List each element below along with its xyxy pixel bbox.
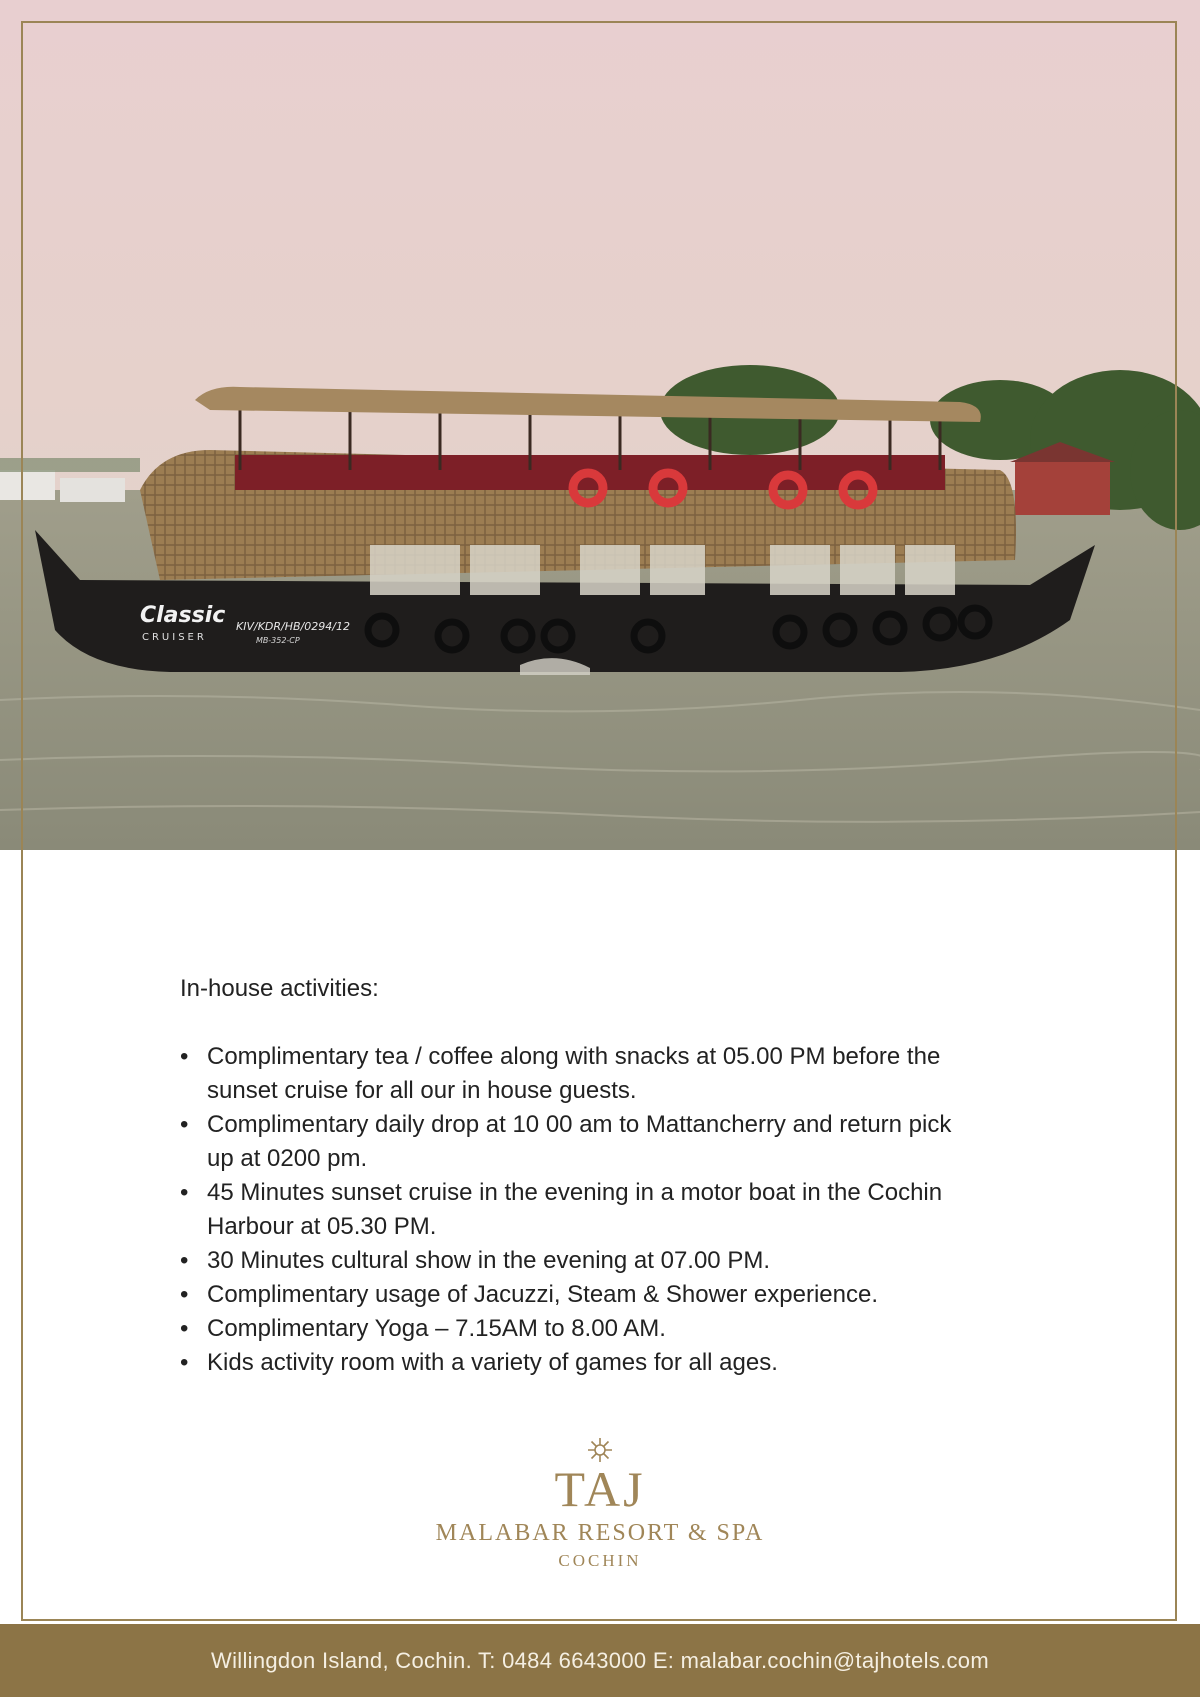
contact-footer — [0, 1624, 1200, 1697]
footer-contact-text: Willingdon Island, Cochin. T: 0484 6643000 E: malabar.cochin@tajhotels.com — [211, 1648, 989, 1673]
activity-text-cont: sunset cruise for all our in house guests. — [207, 1077, 637, 1104]
activity-text: Kids activity room with a variety of games for all ages. — [207, 1349, 778, 1376]
activity-text: Complimentary tea / coffee along with snacks at 05.00 PM before the — [207, 1043, 941, 1070]
activity-text-cont: up at 0200 pm. — [207, 1145, 368, 1172]
hull-code-text: MB-352-CP — [256, 636, 300, 645]
logo-city: COCHIN — [558, 1551, 642, 1570]
activity-item — [180, 1244, 1060, 1278]
activity-text: 45 Minutes sunset cruise in the evening in a motor boat in the Cochin — [207, 1179, 943, 1206]
logo-resort-name: MALABAR RESORT & SPA — [435, 1520, 765, 1546]
activities-section — [180, 972, 1060, 1380]
activities-list — [180, 1040, 1060, 1380]
taj-logo — [0, 1436, 1200, 1574]
activity-item — [180, 1108, 1060, 1176]
logo-brand: TAJ — [554, 1461, 646, 1517]
taj-emblem-icon — [586, 1436, 614, 1464]
activity-item — [180, 1278, 1060, 1312]
activity-item — [180, 1312, 1060, 1346]
activity-item — [180, 1176, 1060, 1244]
activity-text: 30 Minutes cultural show in the evening at 07.00 PM. — [207, 1247, 770, 1274]
hull-subtitle-text: CRUISER — [142, 632, 207, 643]
hull-name-text: Classic — [140, 603, 226, 628]
activity-text-cont: Harbour at 05.30 PM. — [207, 1213, 437, 1240]
hull-registration-text: KIV/KDR/HB/0294/12 — [236, 620, 350, 633]
activity-text: Complimentary usage of Jacuzzi, Steam & Shower experience. — [207, 1281, 878, 1308]
activity-item — [180, 1346, 1060, 1380]
activity-text: Complimentary daily drop at 10 00 am to Mattancherry and return pick — [207, 1111, 952, 1138]
activity-item — [180, 1040, 1060, 1108]
activity-text: Complimentary Yoga – 7.15AM to 8.00 AM. — [207, 1315, 666, 1342]
activities-heading: In-house activities: — [180, 975, 379, 1002]
